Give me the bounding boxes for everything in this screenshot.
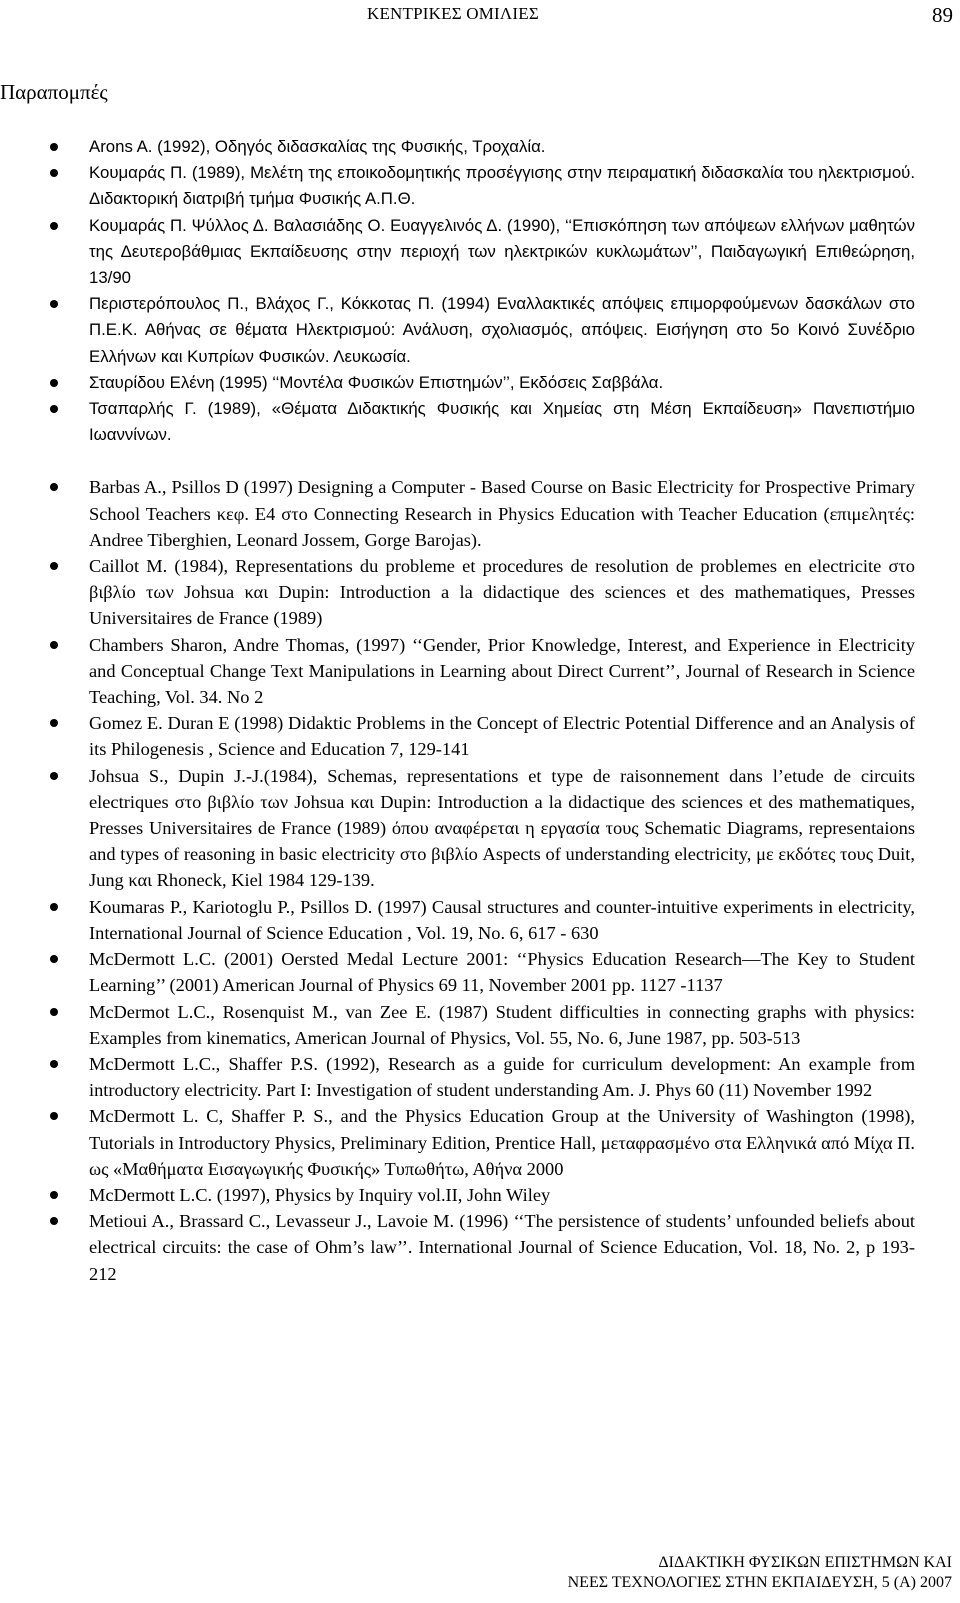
reference-text: McDermott L.C., Shaffer P.S. (1992), Research as a guide for curriculum development: An example from introductory electricity. Part I: Investigation of student understanding Am. J. Phys 60 (11) November 1992 xyxy=(89,1053,915,1101)
reference-item xyxy=(0,894,915,946)
bullet-icon xyxy=(50,300,58,308)
reference-text: McDermot L.C., Rosenquist M., van Zee E. (1987) Student difficulties in connecting graphs with physics: Examples from kinematics, American Journal of Physics, Vol. 55, No. 6, June 1987, pp. 503-513 xyxy=(89,1001,915,1048)
reference-text: Barbas A., Psillos D (1997) Designing a Computer - Based Course on Basic Electricity for Prospective Primary School Teachers κεφ. Ε4 στο Connecting Research in Physics Education with Teacher Education (επιμελητές: Andree Tiberghien, Leonard Jossem, Gorge Barojas). xyxy=(89,477,915,550)
bullet-icon xyxy=(50,562,58,570)
reference-item xyxy=(0,1051,915,1103)
reference-item xyxy=(0,213,915,292)
reference-item xyxy=(0,1182,915,1208)
reference-item xyxy=(0,396,915,448)
reference-item xyxy=(0,946,915,998)
reference-item xyxy=(0,1103,915,1182)
reference-text: Κουμαράς Π. (1989), Μελέτη της εποικοδομητικής προσέγγισης στην πειραματική διδασκαλία του ηλεκτρισμού. Διδακτορική διατριβή τμήμα Φυσικής Α.Π.Θ. xyxy=(89,163,915,209)
bullet-icon xyxy=(50,1060,58,1068)
reference-item xyxy=(0,553,915,632)
bullet-icon xyxy=(50,1008,58,1016)
reference-item xyxy=(0,763,915,894)
reference-item xyxy=(0,710,915,762)
bullet-icon xyxy=(50,772,58,780)
reference-text: McDermott L. C, Shaffer P. S., and the Physics Education Group at the University of Washington (1998), Tutorials in Introductory Physics, Preliminary Edition, Prentice Hall, μεταφρασμένο στα Ελληνικά από Μίχα Π. ως «Μαθήματα Εισαγωγικής Φυσικής» Τυπωθήτω, Αθήνα 2000 xyxy=(89,1106,915,1179)
reference-text: Gomez E. Duran E (1998) Didaktic Problems in the Concept of Electric Potential Difference and an Analysis of its Philogenesis , Science and Education 7, 129-141 xyxy=(89,713,915,760)
reference-item xyxy=(0,134,915,160)
reference-item xyxy=(0,999,915,1051)
reference-text: Koumaras P., Kariotoglu P., Psillos D. (1997) Causal structures and counter-intuitive experiments in electricity, International Journal of Science Education , Vol. 19, No. 6, 617 - 630 xyxy=(89,896,915,943)
reference-text: Arons A. (1992), Οδηγός διδασκαλίας της Φυσικής, Τροχαλία. xyxy=(89,137,546,156)
bullet-icon xyxy=(50,1112,58,1120)
bullet-icon xyxy=(50,719,58,727)
bullet-icon xyxy=(50,169,58,177)
bullet-icon xyxy=(50,222,58,230)
bullet-icon xyxy=(50,903,58,911)
page-number: 89 xyxy=(932,3,953,27)
reference-item xyxy=(0,474,915,553)
reference-text: Johsua S., Dupin J.-J.(1984), Schemas, representations et type de raisonnement dans l’etude de circuits electriques στο βιβλίο των Johsua και Dupin: Introduction a la didactique des sciences et des mathematiques, Presses Universitaires de France (1989) όπου αναφέρεται η εργασία τους Schematic Diagrams, representaions and types of reasoning in basic electricity στο βιβλίο Aspects of understanding electricity, με εκδότες τους Duit, Jung και Rhoneck, Kiel 1984 129-139. xyxy=(89,765,915,891)
bullet-icon xyxy=(50,641,58,649)
running-footer xyxy=(452,1553,952,1593)
bullet-icon xyxy=(50,483,58,491)
reference-text: Περιστερόπουλος Π., Βλάχος Γ., Κόκκοτας Π. (1994) Εναλλακτικές απόψεις επιμορφούμενων δασκάλων στο Π.Ε.Κ. Αθήνας σε θέματα Ηλεκτρισμού: Ανάλυση, σχολιασμός, απόψεις. Εισήγηση στο 5ο Κοινό Συνέδριο Ελλήνων και Κυπρίων Φυσικών. Λευκωσία. xyxy=(89,294,915,366)
reference-item xyxy=(0,291,915,370)
footer-journal-line-1: ΔΙΔΑΚΤΙΚΗ ΦΥΣΙΚΩΝ ΕΠΙΣΤΗΜΩΝ ΚΑΙ xyxy=(658,1554,952,1571)
reference-list xyxy=(0,134,915,1287)
reference-text: Chambers Sharon, Andre Thomas, (1997) ‘‘Gender, Prior Knowledge, Interest, and Experience in Electricity and Conceptual Change Text Manipulations in Learning about Direct Current’’, Journal of Research in Science Teaching, Vol. 34. No 2 xyxy=(89,634,915,708)
bullet-icon xyxy=(50,1191,58,1199)
reference-text: Metioui A., Brassard C., Levasseur J., Lavoie M. (1996) ‘‘The persistence of students’ unfounded beliefs about electrical circuits: the case of Ohm’s law’’. International Journal of Science Education, Vol. 18, No. 2, p 193-212 xyxy=(89,1211,915,1284)
reference-text: Κουμαράς Π. Ψύλλος Δ. Βαλασιάδης Ο. Ευαγγελινός Δ. (1990), ‘‘Επισκόπηση των απόψεων ελλήνων μαθητών της Δευτεροβάθμιας Εκπαίδευσης στην περιοχή των ηλεκτρικών κυκλωμάτων’’, Παιδαγωγική Επιθεώρηση, 13/90 xyxy=(89,215,915,288)
bullet-icon xyxy=(50,1217,58,1225)
bullet-icon xyxy=(50,955,58,963)
reference-item xyxy=(0,160,915,212)
footer-journal-line-2: ΝΕΕΣ ΤΕΧΝΟΛΟΓΙΕΣ ΣΤΗΝ ΕΚΠΑΙΔΕΥΣΗ, 5 (Α) 2007 xyxy=(567,1574,952,1591)
reference-item xyxy=(0,370,915,396)
bullet-icon xyxy=(50,405,58,413)
reference-text: Σταυρίδου Ελένη (1995) ‘‘Μοντέλα Φυσικών Επιστημών’’, Εκδόσεις Σαββάλα. xyxy=(89,372,664,392)
running-title: ΚΕΝΤΡΙΚΕΣ ΟΜΙΛΙΕΣ xyxy=(367,4,539,23)
bullet-icon xyxy=(50,143,58,151)
reference-text: McDermott L.C. (1997), Physics by Inquiry vol.II, John Wiley xyxy=(89,1184,551,1205)
reference-text: Caillot M. (1984), Representations du probleme et procedures de resolution de problemes en electricite στο βιβλίο των Johsua και Dupin: Introduction a la didactique des sciences et des mathematiques, Presses Universitaires de France (1989) xyxy=(89,556,915,629)
bullet-icon xyxy=(50,379,58,387)
running-header xyxy=(0,2,960,26)
section-title: Παραπομπές xyxy=(0,80,108,104)
reference-text: McDermott L.C. (2001) Oersted Medal Lecture 2001: ‘‘Physics Education Research—The Key to Student Learning’’ (2001) American Journal of Physics 69 11, November 2001 pp. 1127 -1137 xyxy=(89,949,915,996)
reference-text: Τσαπαρλής Γ. (1989), «Θέματα Διδακτικής Φυσικής και Χημείας στη Μέση Εκπαίδευση» Πανεπιστήμιο Ιωαννίνων. xyxy=(89,399,915,445)
reference-item xyxy=(0,632,915,711)
reference-item xyxy=(0,1208,915,1287)
